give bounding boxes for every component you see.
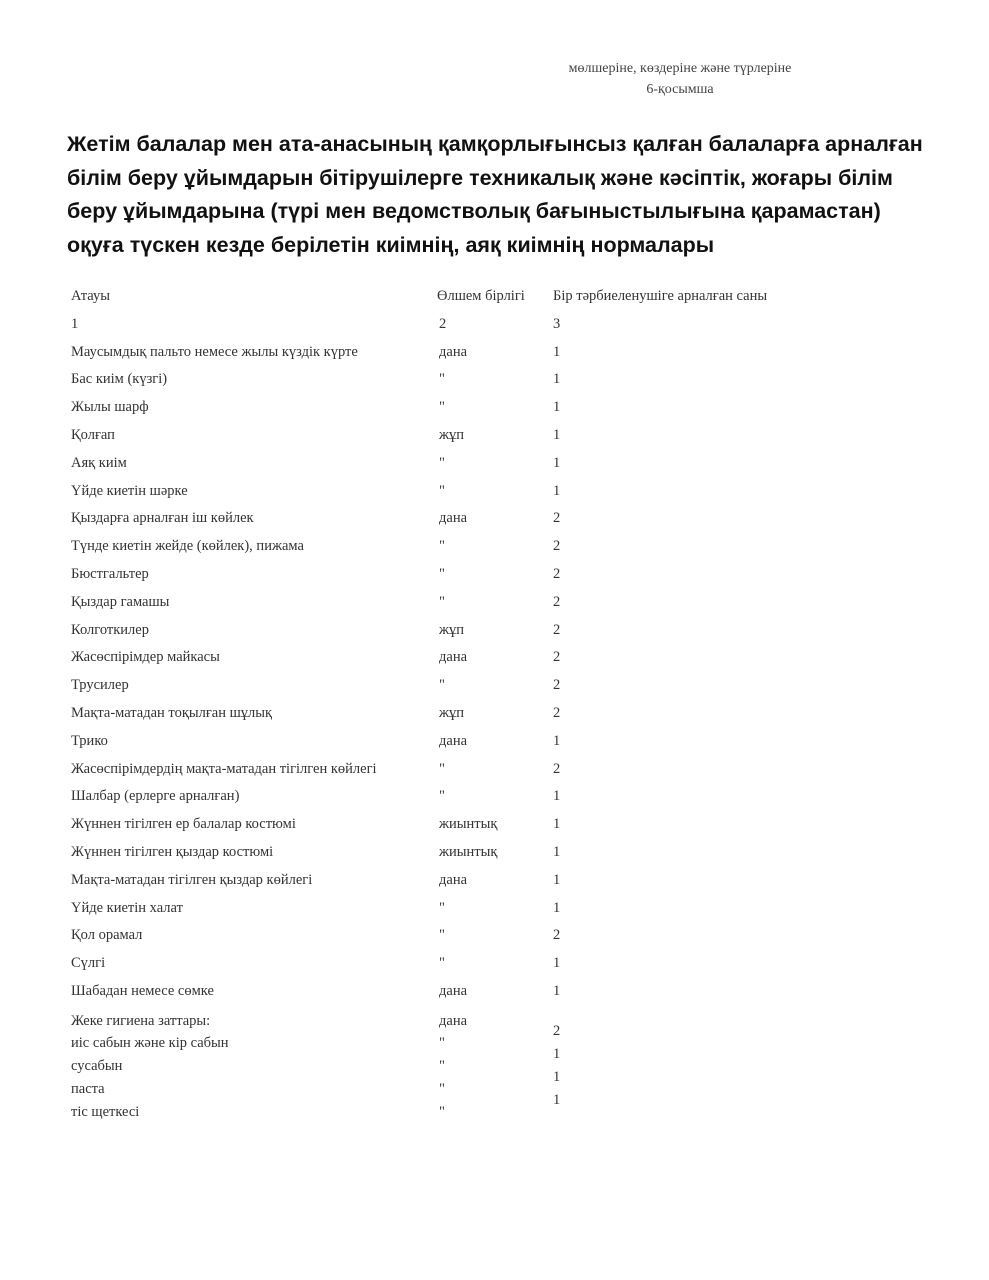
column-number-1: 1 [71, 315, 79, 332]
row-quantity: 1 [553, 843, 561, 860]
hygiene-item-quantity: 1 [553, 1045, 561, 1062]
row-name: Сүлгі [71, 955, 106, 972]
table-header-row [0, 284, 989, 312]
hygiene-item-name: иіс сабын және кір сабын [71, 1034, 229, 1051]
table-row [0, 979, 989, 1007]
row-name: Бюстгальтер [71, 565, 149, 582]
table-row [0, 951, 989, 979]
table-row [0, 673, 989, 701]
row-unit: " [439, 677, 445, 694]
row-name: Бас киім (күзгі) [71, 371, 168, 388]
row-name: Жасөспірімдердің мақта-матадан тігілген көйлегі [71, 760, 377, 777]
row-unit: жұп [439, 704, 465, 721]
row-unit: " [439, 399, 445, 416]
row-quantity: 2 [553, 760, 561, 777]
row-name: Шабадан немесе сөмке [71, 982, 214, 999]
row-quantity: 2 [553, 704, 561, 721]
row-unit: дана [439, 871, 468, 888]
row-name: Мақта-матадан тігілген қыздар көйлегі [71, 871, 313, 888]
row-unit: жұп [439, 426, 465, 443]
row-quantity: 1 [553, 426, 561, 443]
row-unit: " [439, 371, 445, 388]
table-row [0, 340, 989, 368]
row-quantity: 2 [553, 565, 561, 582]
table-row [0, 812, 989, 840]
row-name: Трико [71, 732, 108, 749]
row-quantity: 2 [553, 677, 561, 694]
row-name: Үйде киетін халат [71, 899, 183, 916]
table-row [0, 757, 989, 785]
row-quantity: 1 [553, 788, 561, 805]
row-unit: " [439, 760, 445, 777]
hygiene-item-quantity: 1 [553, 1091, 561, 1108]
row-unit: " [439, 482, 445, 499]
document-title: Жетім балалар мен ата-анасының қамқорлығынсыз қалған балаларға арналған білім беру ұйымдарын бітірушілерге техникалық және кәсіптік, жоғары білім беру ұйымдарына (түрі мен ведомстволық бағыныстылығына қарамастан) оқуға түскен кезде берілетін киімнің, аяқ киімнің нормалары [67, 132, 923, 257]
table-row [0, 479, 989, 507]
column-number-row [0, 312, 989, 340]
hygiene-item-unit: " [439, 1057, 445, 1074]
row-name: Қолғап [71, 426, 115, 443]
table-row [0, 534, 989, 562]
row-unit: " [439, 565, 445, 582]
column-number-2: 2 [439, 315, 447, 332]
row-unit: жиынтық [439, 843, 498, 860]
row-quantity: 1 [553, 899, 561, 916]
row-unit: дана [439, 732, 468, 749]
table-row [0, 423, 989, 451]
row-quantity: 2 [553, 593, 561, 610]
row-name: Жылы шарф [71, 399, 149, 416]
row-unit: " [439, 593, 445, 610]
row-name: Үйде киетін шәрке [71, 482, 188, 499]
row-name: Маусымдық пальто немесе жылы күздік күрте [71, 343, 358, 360]
hygiene-group [0, 1007, 989, 1120]
row-name: Мақта-матадан тоқылған шұлық [71, 704, 273, 721]
row-unit: жұп [439, 621, 465, 638]
row-unit: дана [439, 982, 468, 999]
hygiene-item-unit: " [439, 1034, 445, 1051]
table-row [0, 923, 989, 951]
row-quantity: 2 [553, 649, 561, 666]
row-unit: жиынтық [439, 816, 498, 833]
row-quantity: 1 [553, 732, 561, 749]
table-row [0, 451, 989, 479]
row-unit: дана [439, 649, 468, 666]
column-header-unit: Өлшем бірлігі [437, 288, 525, 304]
row-quantity: 1 [553, 371, 561, 388]
table-body [0, 340, 989, 1007]
row-name: Жүннен тігілген қыздар костюмі [71, 843, 274, 860]
row-quantity: 1 [553, 816, 561, 833]
hygiene-item-quantity: 1 [553, 1068, 561, 1085]
hygiene-item-unit: " [439, 1103, 445, 1120]
row-name: Аяқ киім [71, 454, 127, 471]
hygiene-item-name: паста [71, 1080, 105, 1097]
table-row [0, 590, 989, 618]
header-note [500, 58, 860, 100]
hygiene-item-name: тіс щеткесі [71, 1103, 140, 1120]
table-row [0, 896, 989, 924]
table-row [0, 562, 989, 590]
table-row [0, 784, 989, 812]
column-header-name: Атауы [71, 288, 110, 304]
row-quantity: 1 [553, 871, 561, 888]
row-unit: " [439, 454, 445, 471]
norms-table [0, 284, 989, 1120]
row-unit: " [439, 788, 445, 805]
row-name: Түнде киетін жейде (көйлек), пижама [71, 538, 304, 555]
row-quantity: 1 [553, 955, 561, 972]
header-note-line2: 6-қосымша [646, 82, 714, 97]
hygiene-item-unit: " [439, 1080, 445, 1097]
table-row [0, 395, 989, 423]
table-row [0, 701, 989, 729]
row-quantity: 1 [553, 399, 561, 416]
row-name: Трусилер [71, 677, 129, 694]
row-quantity: 1 [553, 482, 561, 499]
table-row [0, 506, 989, 534]
row-name: Жасөспірімдер майкасы [71, 649, 220, 666]
row-unit: " [439, 899, 445, 916]
table-row [0, 645, 989, 673]
row-unit: " [439, 538, 445, 555]
row-unit: " [439, 955, 445, 972]
header-note-line1: мөлшеріне, көздеріне және түрлеріне [568, 61, 792, 76]
row-unit: дана [439, 510, 468, 527]
table-row [0, 618, 989, 646]
row-name: Қол орамал [71, 927, 143, 944]
hygiene-item-name: сусабын [71, 1057, 123, 1074]
table-row [0, 840, 989, 868]
row-name: Жүннен тігілген ер балалар костюмі [71, 816, 296, 833]
row-quantity: 2 [553, 538, 561, 555]
hygiene-unit: дана [439, 1012, 468, 1029]
row-unit: дана [439, 343, 468, 360]
table-row [0, 729, 989, 757]
row-quantity: 1 [553, 982, 561, 999]
row-name: Қыздарға арналған іш көйлек [71, 510, 254, 527]
row-unit: " [439, 927, 445, 944]
row-quantity: 2 [553, 510, 561, 527]
table-row [0, 868, 989, 896]
row-name: Қыздар гамашы [71, 593, 170, 610]
table-row [0, 367, 989, 395]
row-quantity: 2 [553, 927, 561, 944]
row-name: Шалбар (ерлерге арналған) [71, 788, 240, 805]
hygiene-name: Жеке гигиена заттары: [71, 1012, 211, 1029]
row-quantity: 2 [553, 621, 561, 638]
hygiene-item-quantity: 2 [553, 1022, 561, 1039]
column-header-quantity: Бір тәрбиеленушіге арналған саны [553, 288, 768, 304]
row-quantity: 1 [553, 454, 561, 471]
row-quantity: 1 [553, 343, 561, 360]
row-name: Колготкилер [71, 621, 149, 638]
column-number-3: 3 [553, 315, 561, 332]
